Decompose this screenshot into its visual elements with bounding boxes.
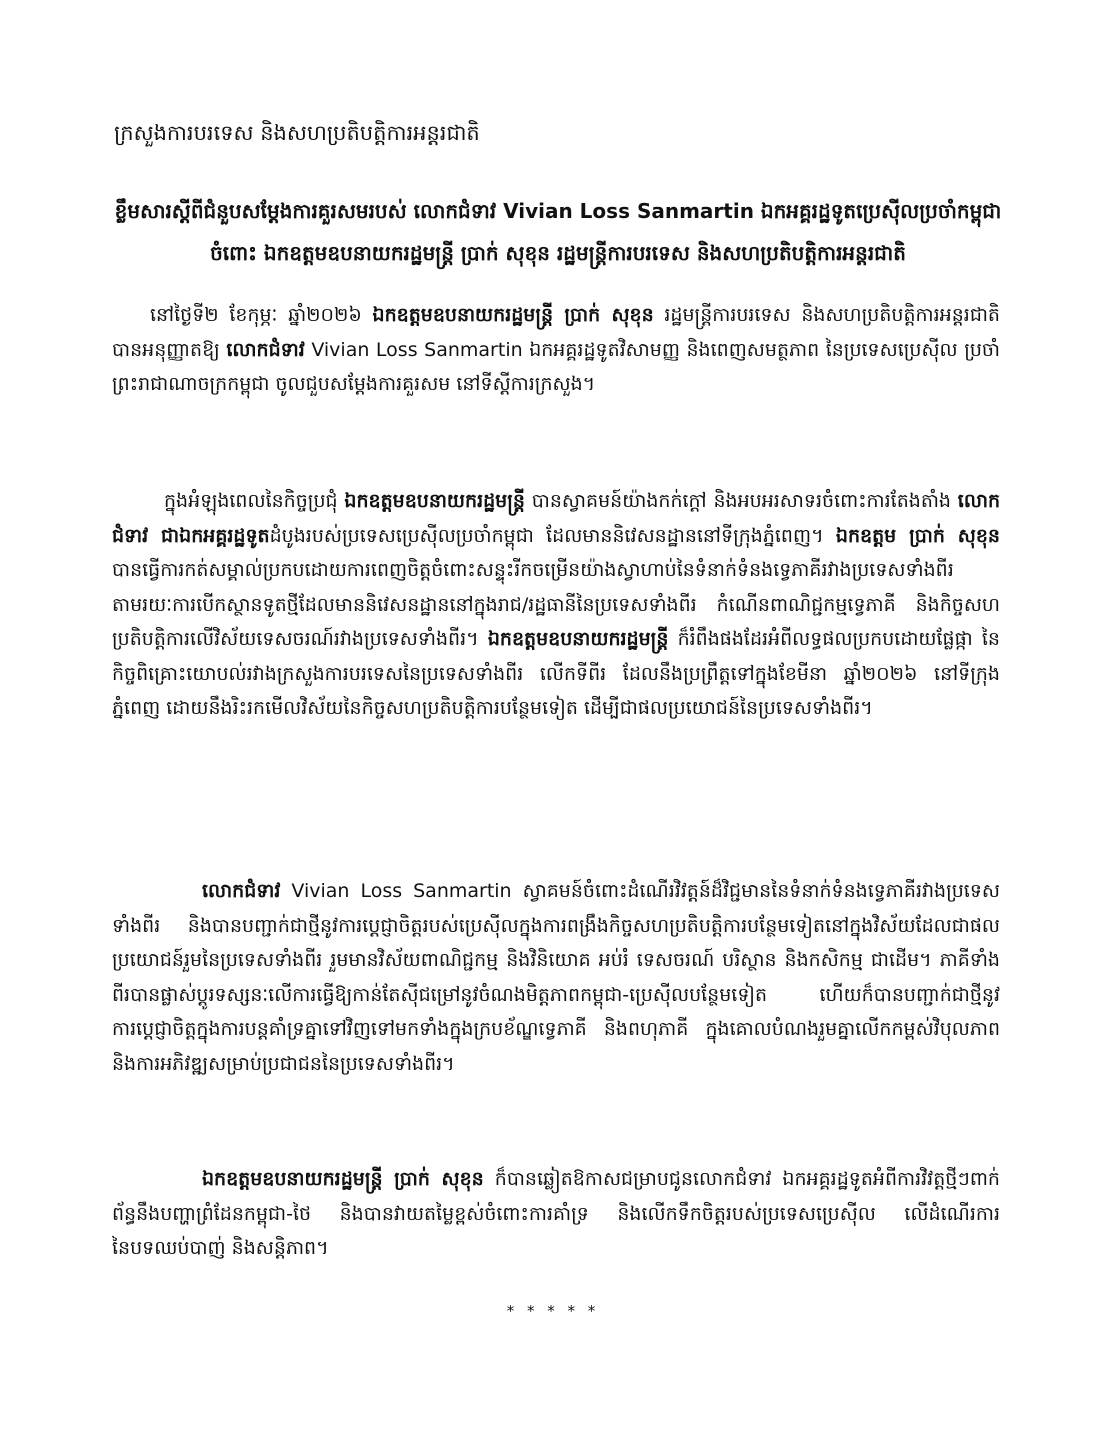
paragraph-2-text-e: ក៏រំពឹងផងដែរអំពីលទ្ធផលប្រកបដោយផ្លែផ្កា នៃកិច្ចពិគ្រោះយោបល់រវាងក្រសួងការបរទេសនៃប្រទេសទាំងពីរ លើកទីពីរ ដែលនឹងប្រព្រឹត្តទៅក្នុងខែមីនា ឆ្នាំ២០២៦ នៅទីក្រុងភ្នំពេញ ដោយនឹងរិះរកមើលវិស័យនៃកិច្ចសហប្រតិបត្តិការបន្ថែមទៀត ដើម្បីជាផលប្រយោជន៍នៃប្រទេសទាំងពីរ។ bbox=[112, 628, 1000, 719]
paragraph-2-text-c: ដំបូងរបស់ប្រទេសប្រេស៊ីលប្រចាំកម្ពុជា ដែលមាននិវេសនដ្ឋាននៅទីក្រុងភ្នំពេញ។ bbox=[269, 524, 836, 547]
paragraph-1-bold-a: ឯកឧត្តមឧបនាយករដ្ឋមន្ត្រី ប្រាក់ សុខុន bbox=[372, 304, 654, 326]
paragraph-4 bbox=[112, 1162, 1000, 1266]
paragraph-1-text-c: Vivian Loss Sanmartin ឯកអគ្គរដ្ឋទូតវិសាមញ្ញ និងពេញសមត្ថភាព នៃប្រទេសប្រេស៊ីល ប្រចាំព្រះរាជាណាចក្រកម្ពុជា ចូលជួបសម្តែងការគួរសម នៅទីស្តីការក្រសួង។ bbox=[112, 338, 1001, 395]
press-release-title bbox=[110, 190, 1006, 274]
paragraph-3-bold-a: លោកជំទាវ bbox=[202, 880, 281, 902]
paragraph-2-text-b: បានស្វាគមន៍យ៉ាងកក់ក្តៅ និងអបអរសាទរចំពោះការតែងតាំង bbox=[524, 490, 958, 512]
paragraph-2 bbox=[112, 484, 1000, 726]
paragraph-2-text-d: បានធ្វើការកត់សម្គាល់ប្រកបដោយការពេញចិត្តចំពោះសន្ទុះរីកចម្រើនយ៉ាងស្វាហាប់នៃទំនាក់ទំនងទ្វេភាគីរវាងប្រទេសទាំងពីរ តាមរយៈការបើកស្ថានទូតថ្មីដែលមាននិវេសនដ្ឋាននៅក្នុងរាជ/រដ្ឋធានីនៃប្រទេសទាំងពីរ កំណើនពាណិជ្ជកម្មទ្វេភាគី និងកិច្ចសហប្រតិបត្តិការលើវិស័យទេសចរណ៍រវាងប្រទេសទាំងពីរ។ bbox=[112, 559, 1000, 650]
ministry-name: ក្រសួងការបរទេស និងសហប្រតិបត្តិការអន្តរជាតិ bbox=[114, 121, 480, 145]
paragraph-2-text-a: ក្នុងអំឡុងពេលនៃកិច្ចប្រជុំ bbox=[164, 490, 345, 512]
paragraph-2-bold-b: លោកជំទាវ ជាឯកអគ្គរដ្ឋទូត bbox=[112, 490, 1001, 547]
paragraph-4-bold-a: ឯកឧត្តមឧបនាយករដ្ឋមន្ត្រី ប្រាក់ សុខុន bbox=[202, 1168, 484, 1190]
paragraph-4-text-a: ក៏បានឆ្លៀតឱកាសជម្រាបជូនលោកជំទាវ ឯកអគ្គរដ្ឋទូតអំពីការវិវត្តថ្មីៗពាក់ព័ន្ធនឹងបញ្ហាព្រំដែនកម្ពុជា-ថៃ និងបានវាយតម្លៃខ្ពស់ចំពោះការគាំទ្រ និងលើកទឹកចិត្តរបស់ប្រទេសប្រេស៊ីល លើដំណើរការនៃបទឈប់បាញ់ និងសន្តិភាព។ bbox=[112, 1168, 1000, 1259]
end-of-document-stars: * * * * * bbox=[506, 1302, 600, 1320]
title-line-1: ខ្លឹមសារស្តីពីជំនួបសម្តែងការគួរសមរបស់ លោកជំទាវ Vivian Loss Sanmartin ឯកអគ្គរដ្ឋទូតប្រេស៊ីលប្រចាំកម្ពុជា bbox=[114, 199, 1002, 223]
paragraph-2-bold-c: ឯកឧត្តម ប្រាក់ សុខុន bbox=[835, 524, 1000, 547]
title-line-2: ចំពោះ ឯកឧត្តមឧបនាយករដ្ឋមន្ត្រី ប្រាក់ សុខុន រដ្ឋមន្ត្រីការបរទេស និងសហប្រតិបត្តិការអន្តរជាតិ bbox=[210, 241, 906, 265]
paragraph-1-text-a: នៅថ្ងៃទី២ ខែកុម្ភៈ ឆ្នាំ២០២៦ bbox=[150, 304, 373, 326]
paragraph-1-text-b: រដ្ឋមន្ត្រីការបរទេស និងសហប្រតិបត្តិការអន្តរជាតិ បានអនុញ្ញាតឱ្យ bbox=[112, 304, 1000, 361]
paragraph-3 bbox=[112, 874, 1000, 1081]
paragraph-1-bold-b: លោកជំទាវ bbox=[226, 338, 305, 361]
paragraph-3-text-a: Vivian Loss Sanmartin ស្វាគមន៍ចំពោះដំណើរវិវត្តន៍ដ៏វិជ្ជមាននៃទំនាក់ទំនងទ្វេភាគីរវាងប្រទេសទាំងពីរ និងបានបញ្ជាក់ជាថ្មីនូវការប្តេជ្ញាចិត្តរបស់ប្រេស៊ីលក្នុងការពង្រឹងកិច្ចសហប្រតិបត្តិការបន្ថែមទៀតនៅក្នុងវិស័យដែលជាផលប្រយោជន៍រួមនៃប្រទេសទាំងពីរ រួមមានវិស័យពាណិជ្ជកម្ម និងវិនិយោគ អប់រំ ទេសចរណ៍ បរិស្ថាន និងកសិកម្ម ជាដើម។ ភាគីទាំងពីរបានផ្លាស់ប្តូរទស្សនៈលើការធ្វើឱ្យកាន់តែស៊ីជម្រៅនូវចំណងមិត្តភាពកម្ពុជា-ប្រេស៊ីលបន្ថែមទៀត ហើយក៏បានបញ្ជាក់ជាថ្មីនូវការប្តេជ្ញាចិត្តក្នុងការបន្តគាំទ្រគ្នាទៅវិញទៅមកទាំងក្នុងក្របខ័ណ្ឌទ្វេភាគី និងពហុភាគី ក្នុងគោលបំណងរួមគ្នាលើកកម្ពស់វិបុលភាព និងការអភិវឌ្ឍសម្រាប់ប្រជាជននៃប្រទេសទាំងពីរ។ bbox=[112, 880, 1000, 1075]
paragraph-2-bold-a: ឯកឧត្តមឧបនាយករដ្ឋមន្ត្រី bbox=[344, 490, 525, 512]
paragraph-2-bold-d: ឯកឧត្តមឧបនាយករដ្ឋមន្ត្រី bbox=[487, 628, 669, 650]
paragraph-1 bbox=[112, 298, 1000, 402]
